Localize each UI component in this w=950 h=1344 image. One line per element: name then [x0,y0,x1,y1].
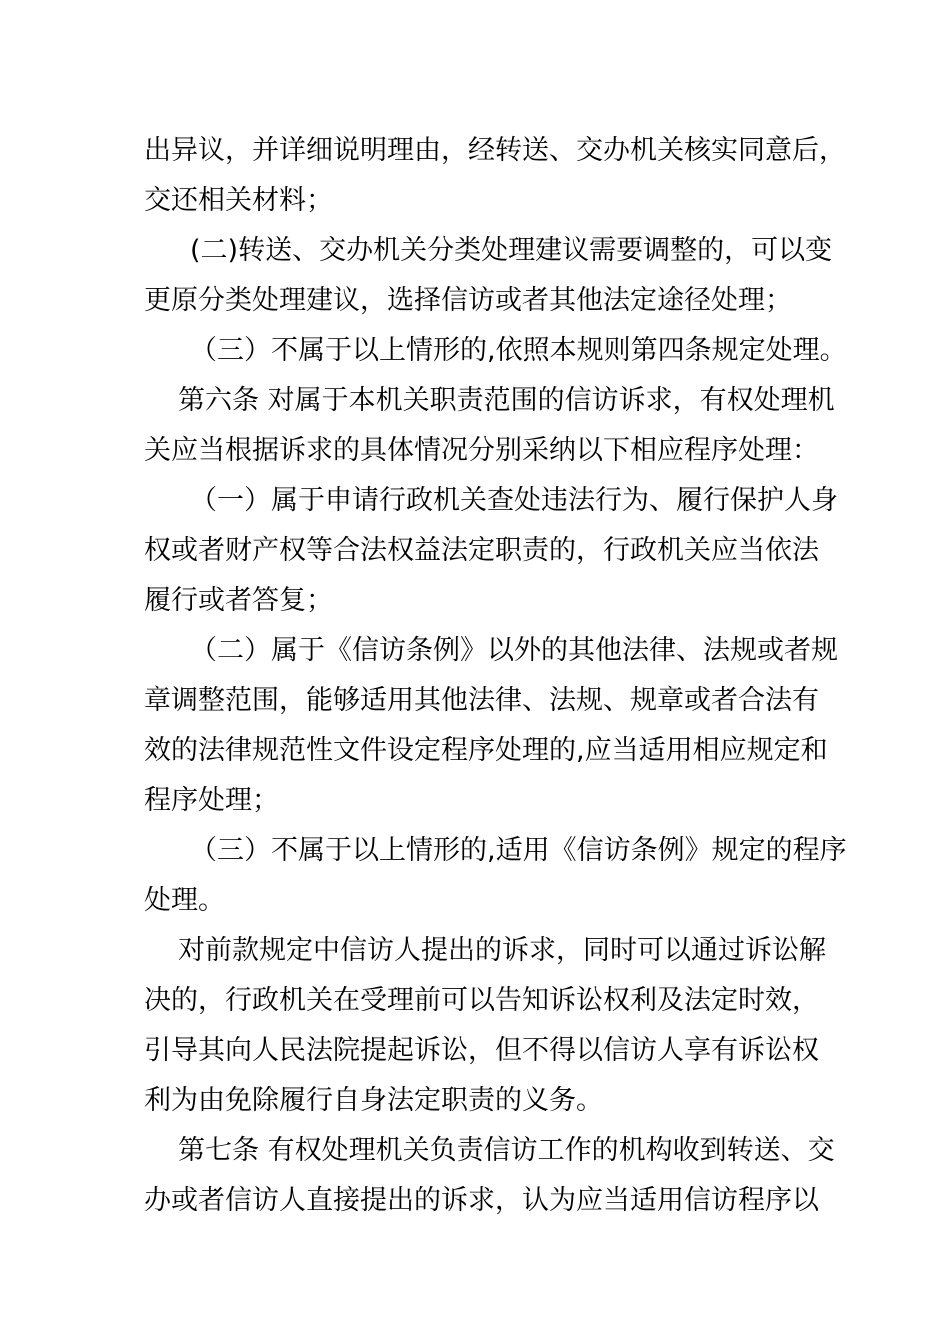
text-line: 引导其向人民法院提起诉讼，但不得以信访人享有诉讼权 [144,1035,819,1066]
text-line: （三）不属于以上情形的,依照本规则第四条规定处理。 [190,335,847,366]
text-line: 关应当根据诉求的具体情况分别采纳以下相应程序处理： [144,435,819,466]
text-line: （一）属于申请行政机关查处违法行为、履行保护人身 [190,485,838,516]
text-line: （二）属于《信访条例》以外的其他法律、法规或者规 [190,635,838,666]
text-line: 决的，行政机关在受理前可以告知诉讼权利及法定时效， [144,985,819,1016]
text-line: 办或者信访人直接提出的诉求，认为应当适用信访程序以 [144,1185,819,1216]
text-line: 程序处理； [144,785,279,816]
text-line: 效的法律规范性文件设定程序处理的,应当适用相应规定和 [144,735,828,766]
article-heading-line: 第七条 有权处理机关负责信访工作的机构收到转送、交 [178,1135,835,1166]
text-line: （三）不属于以上情形的,适用《信访条例》规定的程序 [190,835,847,866]
text-line: 对前款规定中信访人提出的诉求，同时可以通过诉讼解 [178,935,826,966]
text-line: 章调整范围，能够适用其他法律、法规、规章或者合法有 [144,685,819,716]
text-line: 出异议，并详细说明理由，经转送、交办机关核实同意后， [144,135,846,166]
text-line: 权或者财产权等合法权益法定职责的，行政机关应当依法 [144,535,819,566]
text-line: 交还相关材料； [144,185,333,216]
text-line: 更原分类处理建议，选择信访或者其他法定途径处理； [144,285,792,316]
text-line: 履行或者答复； [144,585,333,616]
article-heading-line: 第六条 对属于本机关职责范围的信访诉求，有权处理机 [178,385,835,416]
text-line: (二)转送、交办机关分类处理建议需要调整的，可以变 [190,235,833,266]
text-line: 处理。 [144,885,225,916]
text-line: 利为由免除履行自身法定职责的义务。 [144,1085,603,1116]
